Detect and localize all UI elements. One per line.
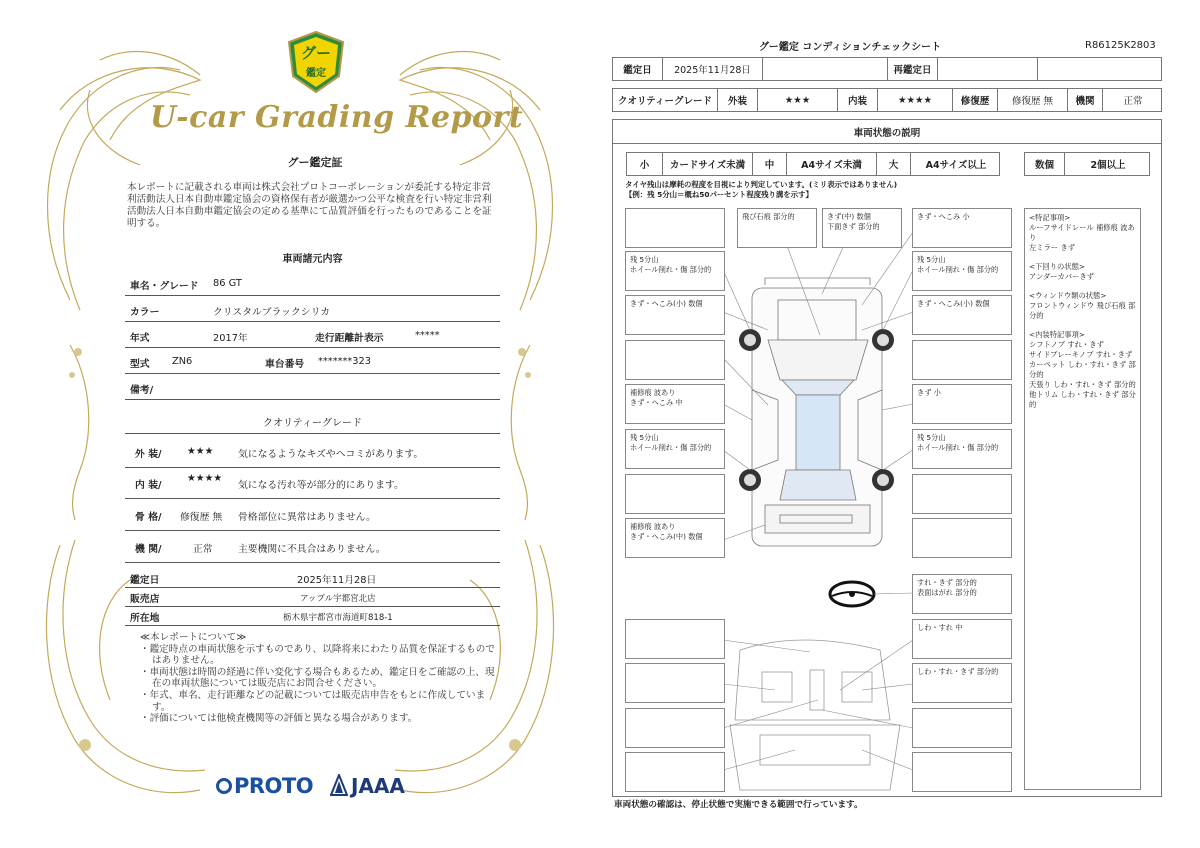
note-item: ・年式、車名、走行距離などの記載については販売店申告をもとに作成しています。 (140, 689, 486, 713)
callout-text: しわ・すれ・きず 部分的 (917, 667, 999, 676)
condition-heading: 車両状態の説明 (613, 120, 1161, 144)
callout-text: 補修痕 波あり (630, 388, 676, 397)
callout-text: きず・へこみ 中 (630, 398, 683, 407)
callout-text: きず・へこみ(小) 数個 (630, 299, 703, 308)
size-large: 大 (877, 153, 911, 175)
certificate-body: 本レポートに記載される車両は株式会社プロトコーポレーションが委託する特定非営利活動法人日本自動車鑑定協会の資格保有者が厳選かつ公平な検査を行い特定非営利活動法人日本自動車鑑定協会の定める基準にて品質評価を行ったものであることを証明する。 (127, 182, 492, 229)
size-small-desc: カードサイズ未満 (663, 153, 753, 175)
callout-box (625, 208, 725, 248)
callout-box (912, 429, 1012, 469)
note-line: シフトノブ すれ・きず (1029, 340, 1104, 349)
spec-row-remarks (125, 376, 500, 400)
callout-box (625, 295, 725, 335)
callout-text: ホイール削れ・傷 部分的 (917, 265, 999, 274)
quality-grade: 正常 (193, 544, 213, 555)
callout-box (912, 619, 1012, 659)
callout-box (625, 429, 725, 469)
spec-label: 型式 (130, 359, 150, 370)
quality-label: 内 装/ (135, 480, 162, 491)
quality-row-exterior (125, 440, 500, 468)
spec-row-name (125, 272, 500, 296)
note-line: フロントウィンドウ 飛び石痕 部分的 (1029, 301, 1136, 320)
note-group (1029, 330, 1136, 410)
footer-label: 所在地 (130, 613, 160, 624)
jaaa-logo-icon (330, 774, 348, 796)
callout-box (625, 384, 725, 424)
divider (125, 433, 500, 434)
footer-value: 栃木県宇都宮市海道町818-1 (283, 613, 393, 623)
note-group (1029, 291, 1136, 321)
callout-text: 残 5分山 (917, 255, 946, 264)
rep-label: 修復歴 (953, 89, 998, 111)
footer-note: 車両状態の確認は、停止状態で実施できる範囲で行っています。 (614, 800, 863, 810)
callout-box (625, 619, 725, 659)
note-line: アンダーカバーきず (1029, 272, 1094, 281)
proto-logo (216, 774, 313, 798)
callout-box (625, 340, 725, 380)
sheet-id: R86125K2803 (1085, 40, 1156, 51)
report-notes (140, 632, 500, 725)
quality-grade: ★★★★ (187, 473, 223, 484)
jaaa-logo-text: JAAA (351, 774, 405, 798)
spec-label: カラー (130, 307, 160, 318)
callout-text: ホイール削れ・傷 部分的 (630, 265, 712, 274)
spec-label: 備考/ (130, 385, 154, 396)
footer-label: 鑑定日 (130, 575, 160, 586)
note-line: サイドブレーキノブ すれ・きず (1029, 350, 1133, 359)
spec-label: 車名・グレード (130, 281, 199, 292)
callout-box (625, 708, 725, 748)
callout-text: 残 5分山 (630, 255, 659, 264)
spec-label: 年式 (130, 333, 150, 344)
rep-value: 修復歴 無 (998, 89, 1068, 111)
report-script-title: U-car Grading Report (150, 100, 524, 135)
footer-label: 販売店 (130, 594, 160, 605)
note-group (1029, 262, 1136, 282)
certificate-title: グー鑑定証 (287, 156, 343, 169)
goo-appraisal-badge (285, 30, 347, 94)
callout-text: 残 5分山 (917, 433, 946, 442)
footer-row-date (125, 568, 500, 588)
tire-note-line: タイヤ残山は摩耗の程度を目視により判定しています。(ミリ表示ではありません) (625, 180, 898, 189)
quality-row-frame (125, 503, 500, 531)
callout-text: きず・へこみ 小 (917, 212, 970, 221)
badge-bottom-text: 鑑定 (306, 68, 326, 79)
size-medium-desc: A4サイズ未満 (787, 153, 877, 175)
callout-text: ホイール削れ・傷 部分的 (917, 443, 999, 452)
quality-row-interior (125, 471, 500, 499)
ext-label: 外装 (718, 89, 758, 111)
footer-row-shop (125, 588, 500, 607)
footer-value: 2025年11月28日 (297, 575, 377, 586)
spec-value: *******323 (318, 356, 371, 367)
badge-top-text: グー (300, 44, 331, 62)
callout-text: 飛び石痕 部分的 (742, 212, 795, 221)
eng-value: 正常 (1123, 96, 1143, 107)
callout-box (737, 208, 817, 248)
quality-label: 機 関/ (135, 544, 162, 555)
quality-desc: 骨格部位に異常はありません。 (238, 512, 376, 523)
callout-text: すれ・きず 部分的 (917, 578, 977, 587)
specs-heading: 車両諸元内容 (282, 254, 343, 265)
size-medium: 中 (753, 153, 787, 175)
special-notes-box (1024, 208, 1141, 790)
spec-row-model (125, 350, 500, 374)
quality-desc: 気になる汚れ等が部分的にあります。 (238, 480, 404, 491)
note-head: <ウィンドウ類の状態> (1029, 291, 1107, 300)
quality-row-engine (125, 535, 500, 563)
callout-text: しわ・すれ 中 (917, 623, 963, 632)
callout-box (912, 295, 1012, 335)
int-label: 内装 (838, 89, 878, 111)
notes-heading: ≪本レポートについて≫ (140, 632, 247, 643)
qg-label: クオリティーグレード (613, 89, 718, 111)
callout-box (625, 752, 725, 792)
sheet-title: グー鑑定 コンディションチェックシート (758, 42, 942, 53)
proto-logo-icon (216, 778, 232, 794)
callout-box (912, 340, 1012, 380)
spec-value: 86 GT (213, 278, 242, 289)
callout-box (912, 208, 1012, 248)
callout-box (912, 663, 1012, 703)
count-desc: 2個以上 (1090, 160, 1126, 171)
callout-box (912, 384, 1012, 424)
tire-note-line: 【例：残 5分山＝概ね50パーセント程度残り溝を示す】 (625, 190, 813, 199)
note-line: 天張り しわ・すれ・きず 部分的 (1029, 380, 1136, 389)
callout-text: きず・へこみ(小) 数個 (917, 299, 990, 308)
callout-text: きず 小 (917, 388, 941, 397)
spec-row-year (125, 324, 500, 348)
eng-label: 機関 (1068, 89, 1103, 111)
quality-desc: 主要機関に不具合はありません。 (238, 544, 386, 555)
date-value: 2025年11月28日 (663, 58, 763, 80)
note-item: ・車両状態は時間の経過に伴い変化する場合もあるため、鑑定日をご確認の上、現在の車両状態については販売店にお問合せください。 (140, 666, 495, 690)
jaaa-logo (330, 774, 405, 798)
interior-diagram (730, 640, 900, 790)
callout-box (822, 208, 902, 248)
callout-text: 残 5分山 (630, 433, 659, 442)
callout-box (625, 474, 725, 514)
spec-value: ZN6 (172, 356, 193, 367)
footer-value: アップル宇都宮北店 (300, 594, 376, 604)
size-large-desc: A4サイズ以上 (925, 160, 987, 171)
spec-value: クリスタルブラックシリカ (213, 307, 331, 318)
quality-grade: 修復歴 無 (180, 512, 223, 523)
steering-wheel-icon (830, 582, 874, 606)
callout-box (912, 518, 1012, 558)
note-line: 左ミラー きず (1029, 243, 1076, 252)
note-line: カーペット しわ・すれ・きず 部分的 (1029, 360, 1136, 379)
note-group (1029, 213, 1136, 253)
note-head: <内装特記事項> (1029, 330, 1086, 339)
note-head: <下回りの状態> (1029, 262, 1086, 271)
callout-box (625, 663, 725, 703)
callout-text: 補修痕 波あり (630, 522, 676, 531)
callout-box (625, 251, 725, 291)
callout-box (912, 708, 1012, 748)
quality-label: 骨 格/ (135, 512, 162, 523)
redate-label: 再鑑定日 (888, 58, 938, 80)
callout-box (912, 752, 1012, 792)
spec-row-color (125, 298, 500, 322)
callout-text: きず(中) 数個 (827, 212, 871, 221)
callout-box (912, 251, 1012, 291)
note-head: <特記事項> (1029, 213, 1071, 222)
quality-grade: ★★★ (187, 446, 214, 457)
note-item: ・鑑定時点の車両状態を示すものであり、以降将来にわたり品質を保証するものではありません。 (140, 643, 495, 667)
quality-heading: クオリティーグレード (263, 418, 362, 429)
condition-check-sheet (600, 0, 1200, 848)
footer-row-address (125, 607, 500, 626)
callout-text: きず・へこみ(中) 数個 (630, 532, 703, 541)
int-value: ★★★★ (878, 89, 953, 111)
count-label: 数個 (1025, 153, 1065, 175)
callout-box (912, 474, 1012, 514)
note-line: ルーフサイドレール 補修痕 波あり (1029, 223, 1135, 242)
spec-label: 走行距離計表示 (315, 333, 384, 344)
date-label: 鑑定日 (613, 58, 663, 80)
quality-label: 外 装/ (135, 449, 162, 460)
callout-text: 下面きず 部分的 (827, 222, 880, 231)
spec-value: 2017年 (213, 333, 248, 344)
callout-box (625, 518, 725, 558)
callout-box (912, 574, 1012, 614)
callout-text: ホイール削れ・傷 部分的 (630, 443, 712, 452)
spec-value: ***** (415, 330, 440, 341)
callout-text: 表面はがれ 部分的 (917, 588, 977, 597)
proto-logo-text: PROTO (234, 774, 314, 798)
roof-glass (796, 395, 840, 470)
ext-value: ★★★ (758, 89, 838, 111)
quality-desc: 気になるようなキズやヘコミがあります。 (238, 449, 424, 460)
size-small: 小 (627, 153, 663, 175)
note-line: 他トリム しわ・すれ・きず 部分的 (1029, 390, 1136, 409)
note-item: ・評価については他検査機関等の評価と異なる場合があります。 (140, 713, 418, 725)
spec-label: 車台番号 (265, 359, 305, 370)
